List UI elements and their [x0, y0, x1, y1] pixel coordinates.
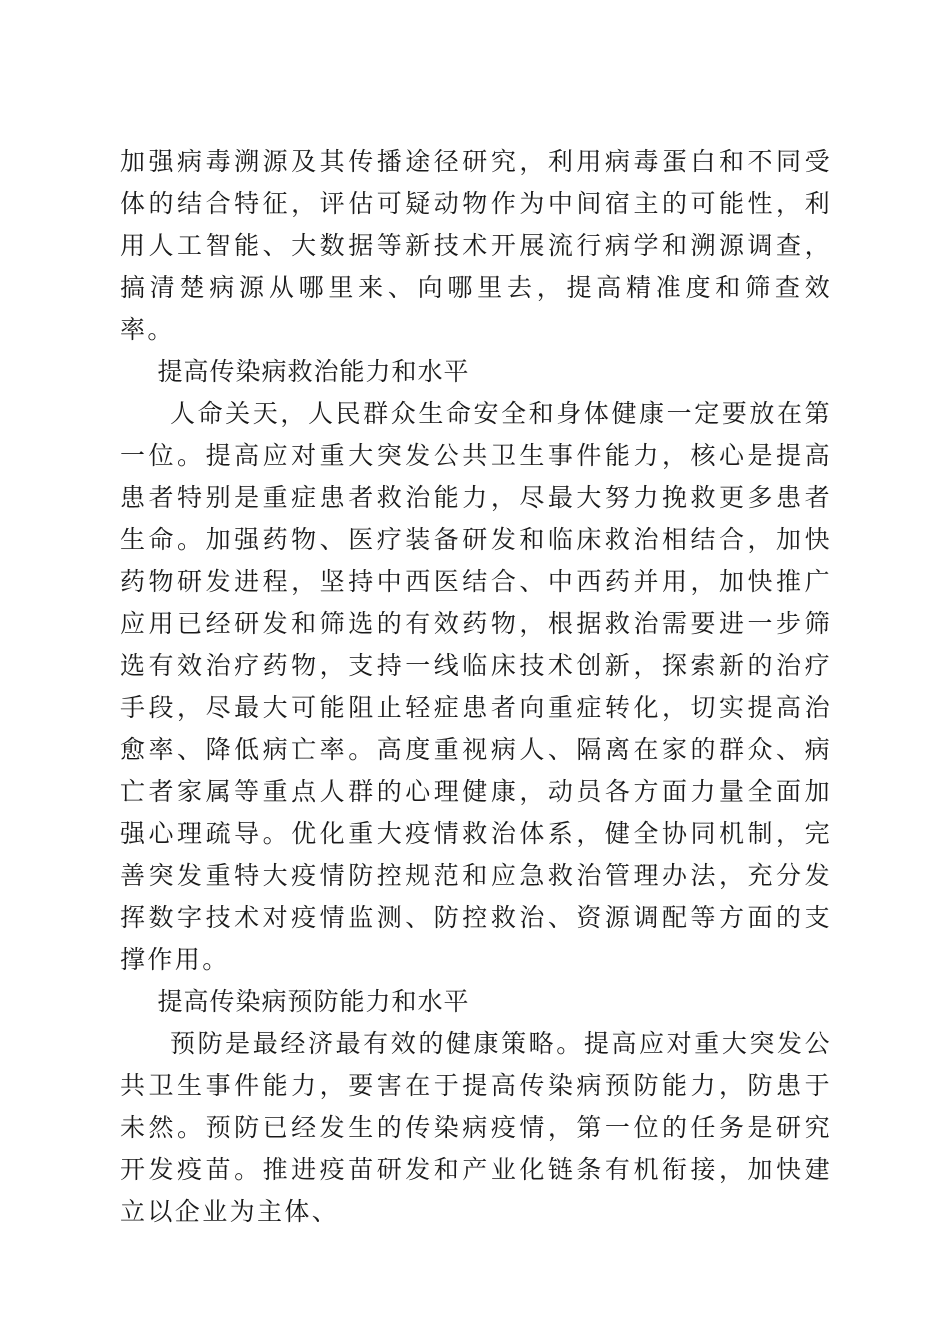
- document-body: [120, 141, 832, 1233]
- section-heading-treatment: 提高传染病救治能力和水平: [157, 357, 470, 386]
- section-heading-prevention: 提高传染病预防能力和水平: [157, 987, 470, 1016]
- paragraph-treatment: 人命关天，人民群众生命安全和身体健康一定要放在第一位。提高应对重大突发公共卫生事件能力，核心是提高患者特别是重症患者救治能力，尽最大努力挽救更多患者生命。加强药物、医疗装备研发和临床救治相结合，加快药物研发进程，坚持中西医结合、中西药并用，加快推广应用已经研发和筛选的有效药物，根据救治需要进一步筛选有效治疗药物，支持一线临床技术创新，探索新的治疗手段，尽最大可能阻止轻症患者向重症转化，切实提高治愈率、降低病亡率。高度重视病人、隔离在家的群众、病亡者家属等重点人群的心理健康，动员各方面力量全面加强心理疏导。优化重大疫情救治体系，健全协同机制，完善突发重特大疫情防控规范和应急救治管理办法，充分发挥数字技术对疫情监测、防控救治、资源调配等方面的支撑作用。: [120, 399, 832, 974]
- paragraph-virus-tracing: 加强病毒溯源及其传播途径研究，利用病毒蛋白和不同受体的结合特征，评估可疑动物作为中间宿主的可能性，利用人工智能、大数据等新技术开展流行病学和溯源调查，搞清楚病源从哪里来、向哪里去，提高精准度和筛查效率。: [120, 147, 832, 344]
- paragraph-prevention: 预防是最经济最有效的健康策略。提高应对重大突发公共卫生事件能力，要害在于提高传染病预防能力，防患于未然。预防已经发生的传染病疫情，第一位的任务是研究开发疫苗。推进疫苗研发和产业化链条有机衔接，加快建立以企业为主体、: [120, 1029, 832, 1226]
